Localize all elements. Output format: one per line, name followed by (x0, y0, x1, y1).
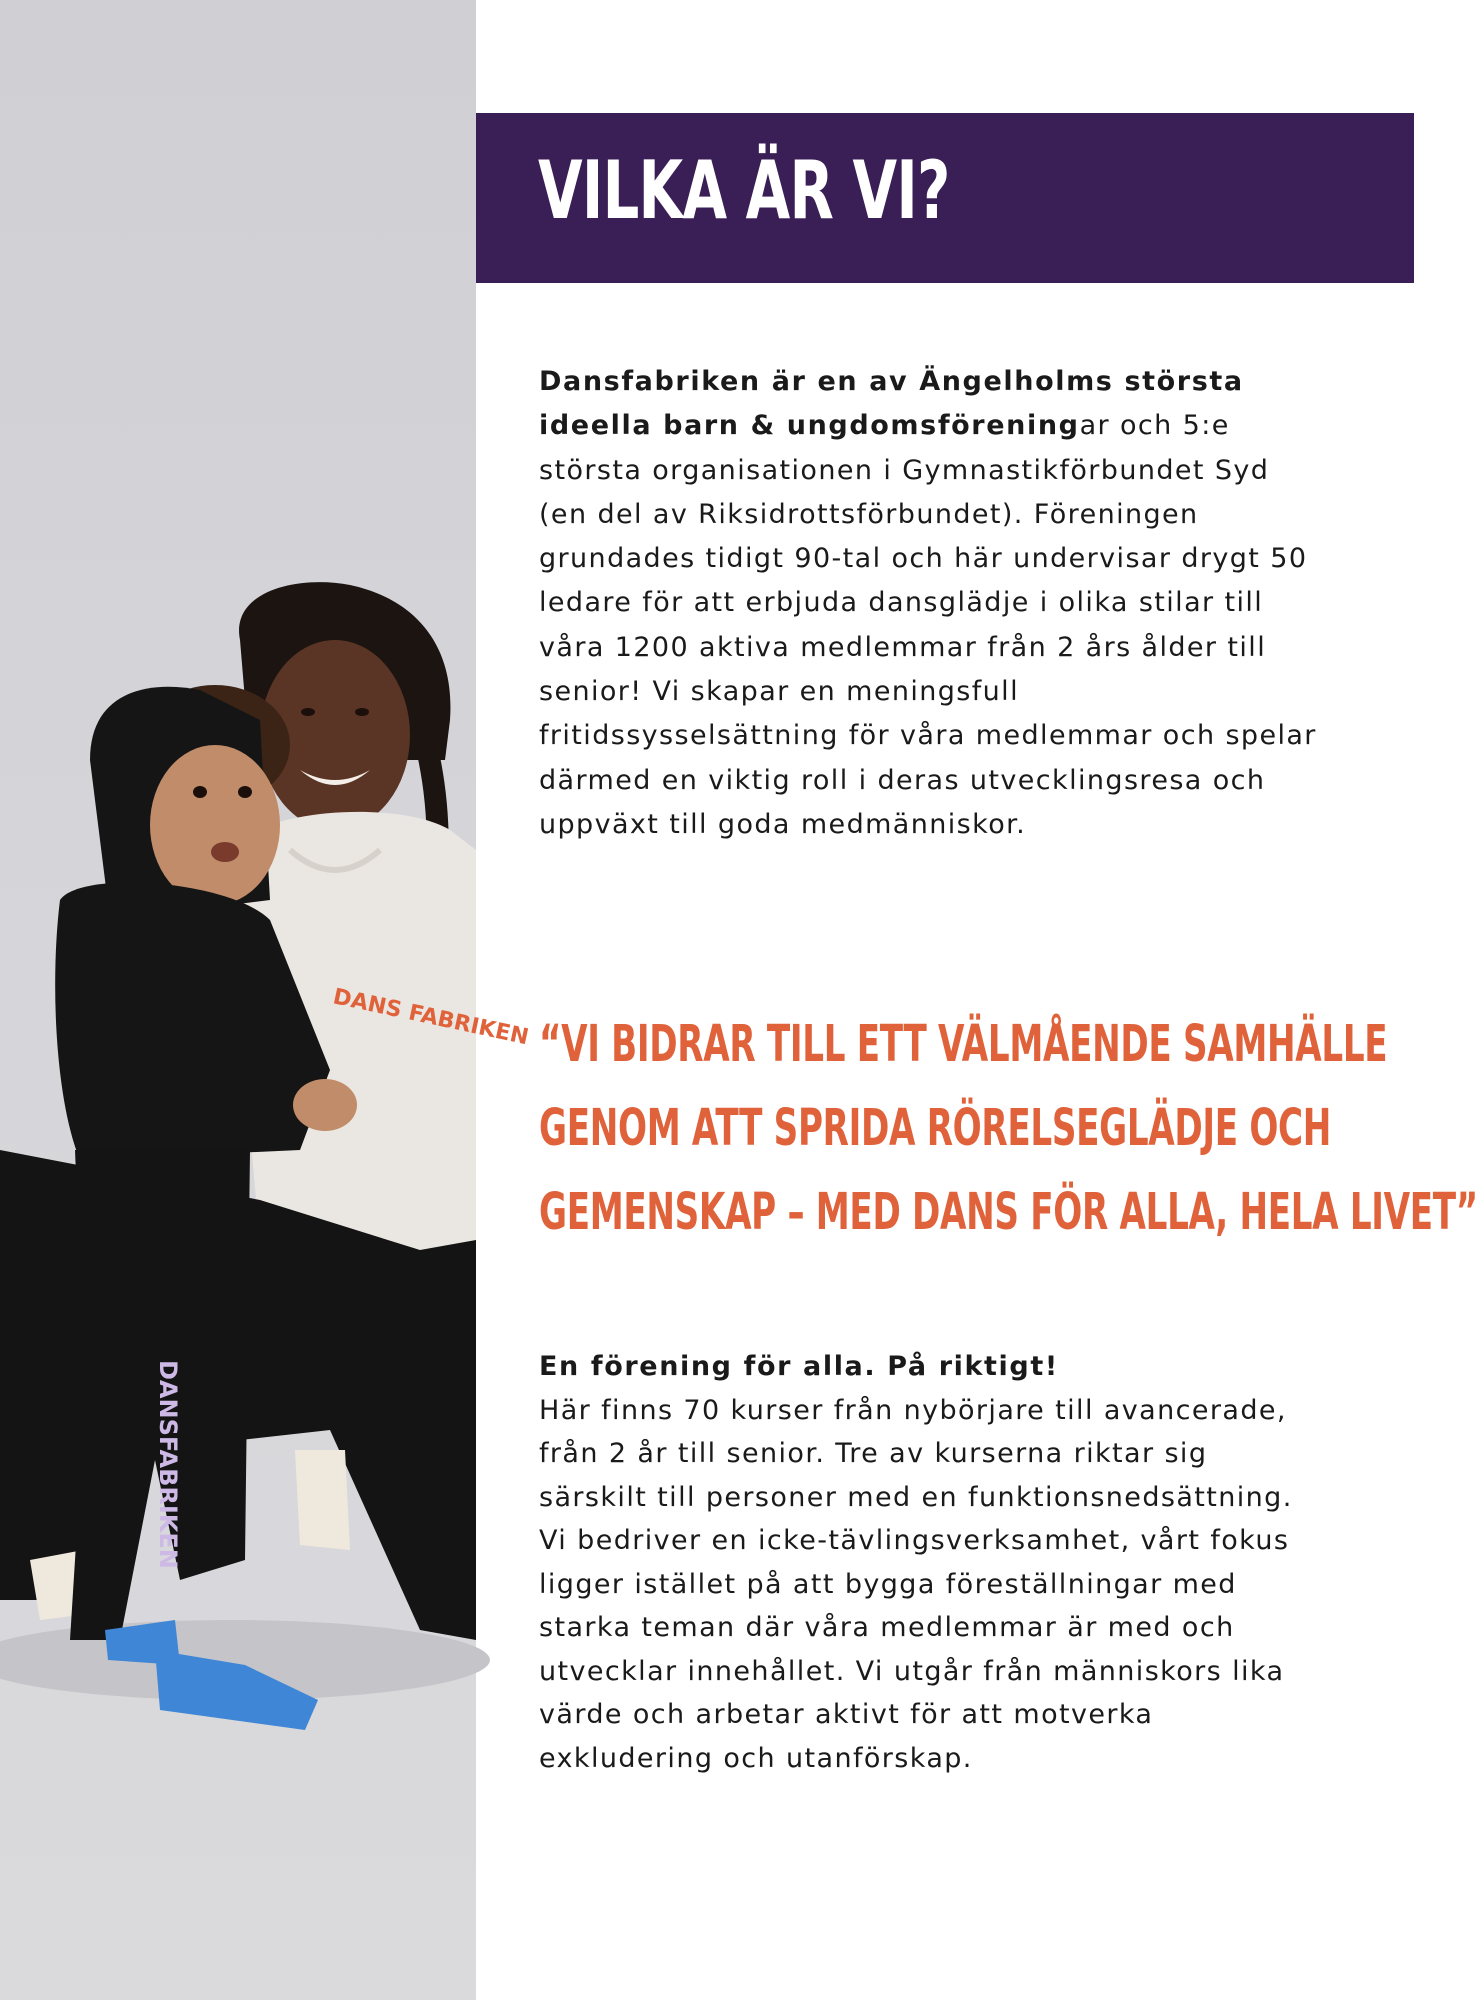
photo-illustration (0, 0, 531, 2000)
child-hand (293, 1079, 357, 1131)
adult-shoe-right (295, 1450, 350, 1550)
section-2-heading: En förening för alla. På riktigt! (539, 1351, 1059, 1382)
intro-body: ar och 5:e största organisationen i Gymnastikförbundet Syd (en del av Riksidrottsförbundet). Föreningen grundades tidigt 90-tal och här undervisar drygt 50 ledare för att erbjuda dansglädje i olika stilar till våra 1200 aktiva medlemmar från 2 års ålder till senior! Vi skapar en meningsfull fritidssysselsättning för våra medlemmar och spelar därmed en viktig roll i deras utvecklingsresa och uppväxt till goda medmänniskor. (539, 410, 1317, 840)
quote-line-1: “VI BIDRAR TILL ETT VÄLMÅENDE SAMHÄLLE (539, 1015, 1388, 1074)
section-2 (539, 1345, 1319, 1780)
pull-quote (539, 1003, 1478, 1255)
section-2-body: Här finns 70 kurser från nybörjare till avancerade, från 2 år till senior. Tre av kurserna riktar sig särskilt till personer med en funktionsnedsättning. Vi bedriver en icke-tävlingsverksamhet, vårt fokus ligger istället på att bygga föreställningar med starka teman där våra medlemmar är med och utvecklar innehållet. Vi utgår från människors lika värde och arbetar aktivt för att motverka exkludering och utanförskap. (539, 1394, 1293, 1774)
intro-bold-lead: Dansfabriken är en av Ängelholms största ideella barn & ungdomsförening (539, 366, 1244, 442)
quote-line-3: GEMENSKAP – MED DANS FÖR ALLA, HELA LIVET” (539, 1183, 1478, 1242)
page-title: VILKA ÄR VI? (538, 144, 950, 237)
photo-panel (0, 0, 531, 2000)
child-mouth (211, 842, 239, 862)
hoodie-print: DANS FABRIKEN (330, 984, 531, 1051)
child-face (150, 745, 280, 905)
header-band (476, 113, 1414, 283)
intro-paragraph (539, 360, 1319, 847)
quote-line-2: GENOM ATT SPRIDA RÖRELSEGLÄDJE OCH (539, 1099, 1332, 1158)
pants-print: DANSFABRIKEN (154, 1360, 182, 1569)
